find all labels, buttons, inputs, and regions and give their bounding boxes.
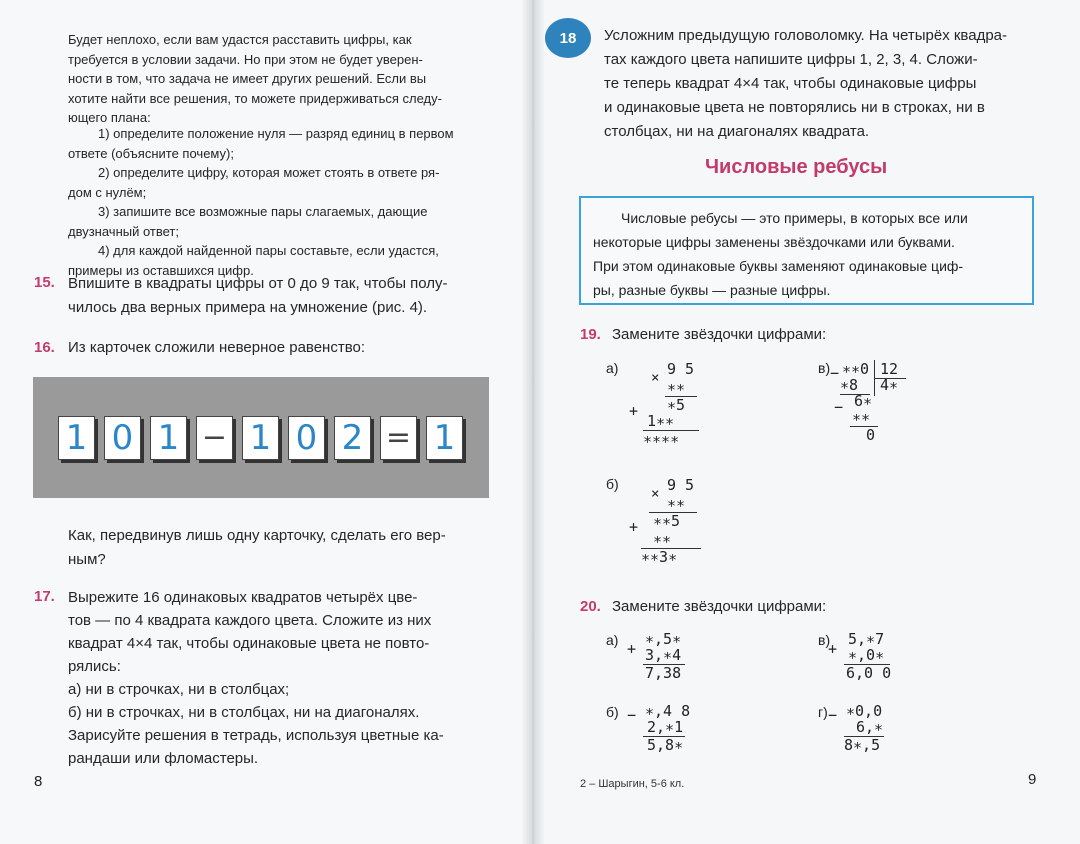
plus-sign: +	[629, 518, 639, 536]
task-19b-rebus	[625, 474, 705, 564]
multiply-sign: ×	[651, 370, 660, 386]
intro-paragraph	[68, 30, 488, 128]
task-17-line: Зарисуйте решения в тетрадь, используя цветные ка-	[68, 727, 444, 744]
rebus-row: ∗5	[667, 396, 686, 414]
rebus-row: 6∗	[854, 392, 873, 410]
rebus-row: ∗∗	[667, 494, 686, 512]
task-20a-label: а)	[606, 632, 619, 648]
task-19v-rebus	[830, 358, 920, 448]
card: −	[196, 416, 233, 460]
card: =	[380, 416, 417, 460]
rebus-row: 9 5	[667, 360, 695, 378]
plus-sign: +	[629, 402, 639, 420]
task-17-line: квадрат 4×4 так, чтобы одинаковые цвета не повто-	[68, 635, 430, 652]
plan-line: 3) запишите все возможные пары слагаемых, дающие	[98, 204, 428, 219]
rebus-row: 7,38	[645, 664, 682, 682]
rebus-quotient: 4∗	[880, 376, 899, 394]
card: 2	[334, 416, 371, 460]
task-18-badge: 18	[545, 18, 591, 58]
task-18-text	[604, 24, 1034, 144]
rebus-row: ∗∗	[852, 408, 871, 426]
task-17-line: рандаши или фломастеры.	[68, 750, 259, 767]
task-17-number: 17.	[34, 588, 55, 605]
plan-line: дом с нулём;	[68, 184, 147, 200]
rebus-row: ∗∗∗∗	[643, 430, 680, 448]
task-18-line: тах каждого цвета напишите цифры 1, 2, 3, 4. Сложи-	[604, 51, 978, 68]
intro-line: Будет неплохо, если вам удастся расставить цифры, как	[68, 32, 412, 47]
task-17-text	[68, 586, 493, 770]
plus-sign: +	[828, 640, 838, 658]
rebus-row: ∗∗	[667, 378, 686, 396]
task-19a-label: а)	[606, 360, 619, 376]
plan-line: 1) определите положение нуля — разряд единиц в первом	[98, 126, 454, 141]
card: 0	[288, 416, 325, 460]
rebus-row: 1∗∗	[647, 412, 675, 430]
task-15-line: чилось два верных примера на умножение (рис. 4).	[68, 299, 428, 316]
rebus-row: 3,∗4	[645, 646, 682, 664]
task-16-text: Из карточек сложили неверное равенство:	[68, 339, 366, 356]
rebus-divisor: 12	[880, 360, 899, 378]
task-15-line: Впишите в квадраты цифры от 0 до 9 так, чтобы полу-	[68, 275, 448, 292]
card: 1	[58, 416, 95, 460]
task-16-number: 16.	[34, 339, 55, 356]
page-number-left: 8	[34, 773, 43, 790]
intro-line: требуется в условии задачи. Но при этом не будет уверен-	[68, 51, 423, 67]
rebus-row: ∗,0∗	[848, 646, 885, 664]
task-19-number: 19.	[580, 326, 601, 343]
rebus-row: 2,∗1	[647, 718, 684, 736]
task-17-line: рялись:	[68, 658, 121, 675]
task-19v-label: в)	[818, 360, 831, 376]
definition-line: некоторые цифры заменены звёздочками или буквами.	[593, 234, 955, 250]
minus-sign: −	[627, 706, 637, 724]
task-16-question	[68, 524, 493, 572]
intro-line: ности в том, что задача не имеет других решений. Если вы	[68, 71, 427, 86]
rebus-row: ∗∗3∗	[641, 548, 678, 566]
task-18-line: те теперь квадрат 4×4 так, чтобы одинаковые цифры	[604, 75, 977, 92]
multiply-sign: ×	[651, 486, 660, 502]
task-20b-rebus	[625, 700, 705, 760]
card-equation	[33, 377, 489, 498]
definition-line: Числовые ребусы — это примеры, в которых все или	[621, 210, 968, 226]
task-19-text: Замените звёздочки цифрами:	[612, 326, 827, 343]
plan-list	[68, 124, 488, 280]
intro-line: ющего плана:	[68, 110, 151, 125]
rebus-row: ∗∗	[653, 530, 672, 548]
definition-box	[579, 196, 1034, 305]
rebus-row: ∗∗5	[653, 512, 681, 530]
rebus-row: 9 5	[667, 476, 695, 494]
task-19a-rebus	[625, 358, 705, 448]
card: 0	[104, 416, 141, 460]
plan-line: двузначный ответ;	[68, 223, 179, 239]
intro-line: хотите найти все решения, то можете придерживаться следу-	[68, 90, 442, 106]
definition-line: При этом одинаковые буквы заменяют одинаковые циф-	[593, 258, 964, 274]
task-20a-rebus	[625, 628, 705, 688]
page-number-right: 9	[1028, 771, 1037, 788]
card: 1	[426, 416, 463, 460]
rebus-row: ∗,5∗	[645, 630, 682, 648]
task-15-number: 15.	[34, 274, 55, 291]
task-20b-label: б)	[606, 704, 619, 720]
rebus-row: ∗,4 8	[645, 702, 691, 720]
task-20v-rebus	[826, 628, 906, 688]
task-15-text	[68, 272, 493, 320]
minus-sign: −	[828, 706, 838, 724]
rebus-row: 6,∗	[856, 718, 884, 736]
task-18-line: столбцах, ни на диагоналях квадрата.	[604, 123, 870, 140]
definition-line: ры, разные буквы — разные цифры.	[593, 282, 831, 298]
rebus-row: 6,0 0	[846, 664, 892, 682]
task-18-line: и одинаковые цвета не повторялись ни в строках, ни в	[604, 99, 985, 116]
rebus-row: ∗8	[840, 376, 859, 394]
task-17-line: Вырежите 16 одинаковых квадратов четырёх цве-	[68, 589, 418, 606]
minus-sign: −	[834, 398, 844, 416]
card: 1	[150, 416, 187, 460]
task-20-text: Замените звёздочки цифрами:	[612, 598, 827, 615]
section-title: Числовые ребусы	[705, 156, 888, 178]
rebus-row: 5,8∗	[647, 736, 684, 754]
plus-sign: +	[627, 640, 637, 658]
question-line: ным?	[68, 551, 106, 568]
rebus-row: 8∗,5	[844, 736, 881, 754]
rebus-dividend: ∗∗0	[842, 360, 870, 378]
task-20-number: 20.	[580, 598, 601, 615]
plan-line: 4) для каждой найденной пары составьте, если удастся,	[98, 243, 439, 258]
book-gutter	[522, 0, 544, 844]
question-line: Как, передвинув лишь одну карточку, сделать его вер-	[68, 527, 446, 544]
rebus-row: 5,∗7	[848, 630, 885, 648]
task-20g-rebus	[826, 700, 906, 760]
rebus-row: ∗0,0	[846, 702, 883, 720]
plan-line: 2) определите цифру, которая может стоять в ответе ря-	[98, 165, 440, 180]
task-20v-label: в)	[818, 632, 831, 648]
task-20g-label: г)	[818, 704, 828, 720]
minus-sign: −	[830, 364, 840, 382]
plan-line: ответе (объясните почему);	[68, 145, 234, 161]
task-17-line: б) ни в строчках, ни в столбцах, ни на диагоналях.	[68, 704, 420, 721]
card: 1	[242, 416, 279, 460]
footer-note: 2 – Шарыгин, 5-6 кл.	[580, 778, 685, 790]
task-19b-label: б)	[606, 476, 619, 492]
task-18-line: Усложним предыдущую головоломку. На четырёх квадра-	[604, 27, 1008, 44]
plan-line: примеры из оставшихся цифр.	[68, 262, 254, 278]
rebus-row: 0	[866, 426, 876, 444]
task-17-line: а) ни в строчках, ни в столбцах;	[68, 681, 290, 698]
task-17-line: тов — по 4 квадрата каждого цвета. Сложите из них	[68, 612, 432, 629]
